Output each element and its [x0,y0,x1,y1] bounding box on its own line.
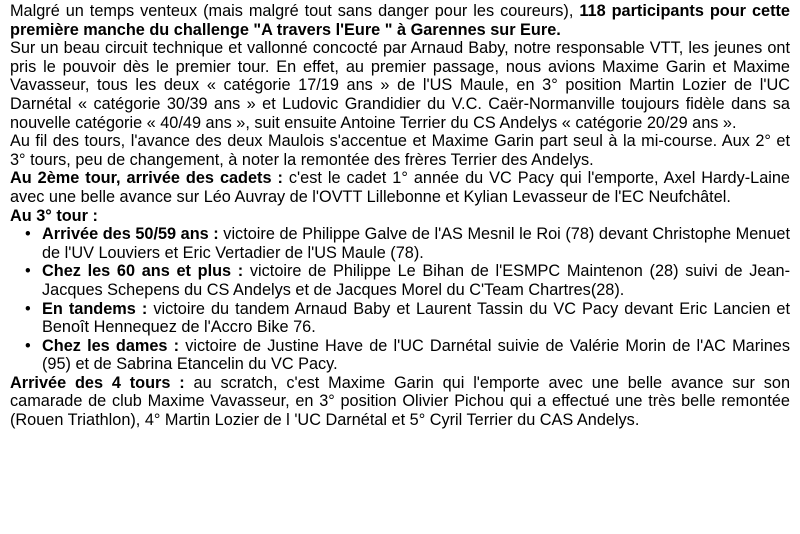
list-item [42,337,790,374]
final-text: au scratch, c'est Maxime Garin qui l'emporte avec une belle avance sur son camarade de club Maxime Vavasseur, en 3° position Olivier Pichou qui a effectué une très belle remontée (Rouen Triathlon), 4° Martin Lozier de l 'UC Darnétal et 5° Cyril Terrier du CAS Andelys. [10,373,790,430]
final-paragraph [10,374,790,430]
result-text: victoire du tandem Arnaud Baby et Laurent Tassin du VC Pacy devant Eric Lancien et Benoît Hennequez de l'Accro Bike 76. [42,299,791,337]
cadets-text: c'est le cadet 1° année du VC Pacy qui l'emporte, Axel Hardy-Laine avec une belle avance sur Léo Auvray de l'OVTT Lillebonne et Kylian Levasseur de l'EC Neufchâtel. [10,169,790,206]
result-label: Arrivée des 50/59 ans : [42,225,219,244]
intro-bold-text: 118 participants pour cette première manche du challenge "A travers l'Eure " à Garennes sur Eure. [10,2,790,39]
result-text: victoire de Justine Have de l'UC Darnétal suivie de Valérie Morin de l'AC Marines (95) et de Sabrina Etancelin du VC Pacy. [42,336,790,374]
result-text: victoire de Philippe Galve de l'AS Mesnil le Roi (78) devant Christophe Menuet de l'UV Louviers et Eric Vertadier de l'US Maule (78). [42,225,790,262]
list-item [42,262,790,299]
intro-text: Malgré un temps venteux (mais malgré tout sans danger pour les coureurs), [10,2,580,20]
list-item [42,225,790,262]
intro-paragraph [10,2,790,39]
cadets-heading: Au 2ème tour, arrivée des cadets : [10,169,283,188]
result-text: victoire de Philippe Le Bihan de l'ESMPC Maintenon (28) suivi de Jean-Jacques Schepens du CS Andelys et de Jacques Morel du C'Team Chartres(28). [42,262,790,299]
result-label: Chez les dames : [42,336,180,355]
third-lap-heading: Au 3° tour : [10,206,98,225]
cadets-paragraph [10,169,790,206]
circuit-paragraph: Sur un beau circuit technique et vallonné concocté par Arnaud Baby, notre responsable VTT, les jeunes ont pris le pouvoir dès le premier tour. En effet, au premier passage, nous avions Maxime Garin et Maxime Vavasseur, tous les deux « catégorie 17/19 ans » de l'US Maule, en 3° position Martin Lozier de l'UC Darnétal « catégorie 30/39 ans » et Ludovic Grandidier du V.C. Caër-Normanville toujours fidèle dans sa nouvelle catégorie « 40/49 ans », suit ensuite Antoine Terrier du CS Andelys « catégorie 20/29 ans ». [10,39,790,132]
final-heading: Arrivée des 4 tours : [10,373,185,392]
third-lap-results-list [10,225,790,374]
list-item [42,300,790,337]
result-label: Chez les 60 ans et plus : [42,262,244,281]
laps-paragraph: Au fil des tours, l'avance des deux Maulois s'accentue et Maxime Garin part seul à la mi-course. Aux 2° et 3° tours, peu de changement, à noter la remontée des frères Terrier des Andelys. [10,132,790,169]
result-label: En tandems : [42,299,148,318]
